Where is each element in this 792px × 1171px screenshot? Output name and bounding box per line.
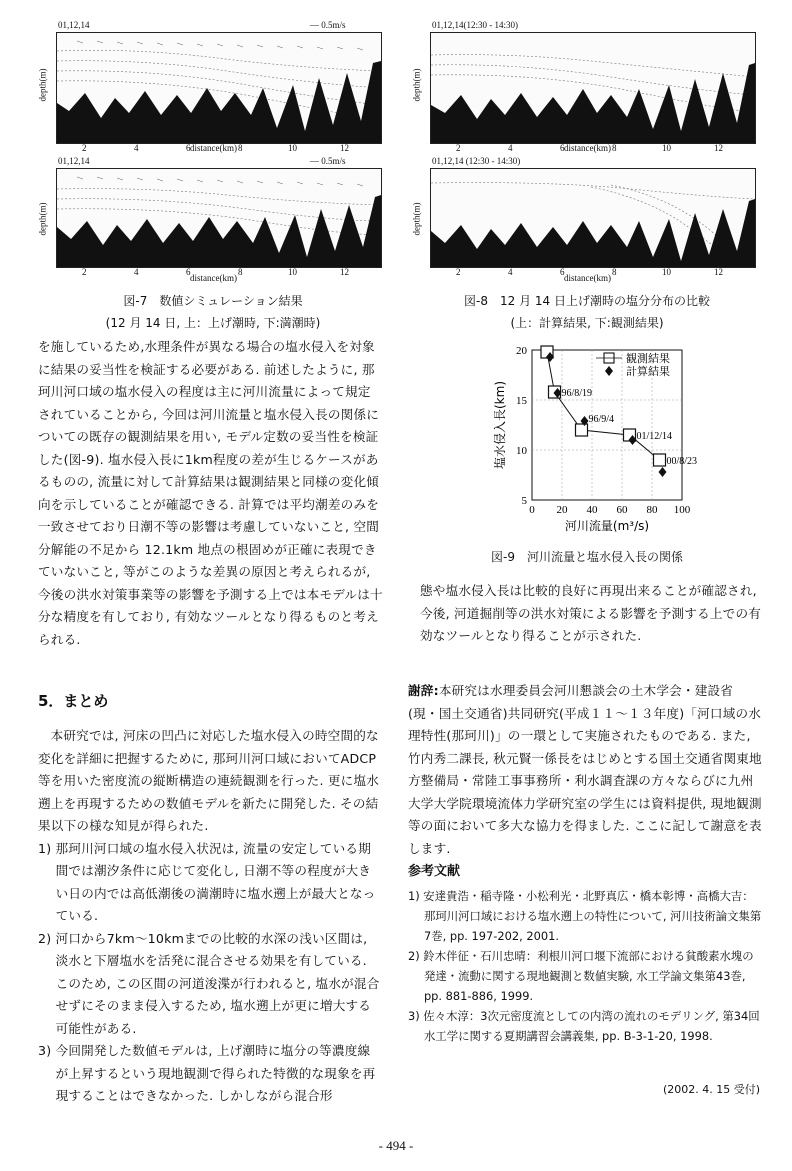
left-para-1-text: を施しているため,水理条件が異なる場合の塩水侵入を対象に結果の妥当性を検証する必要がある. 前述したように, 那珂川河口域の塩水侵入の程度は主に河川流量によって規定されていることから, 今回は河川流量と塩水侵入長の関係についての既存の観測結果を用い, モデル定数の妥当性を検証した(図-9). 塩水侵入長に1km程度の差が生じるケースがあるものの, 流量に対して計算結果は観測結果と同様の変化傾向を示していることが確認できる. 計算では平均潮差のみを一致させており日潮不等の影響は考慮していないこと, 空間分解能の不足から 12.1km 地点の根固めが正確に表現できていないこと, 等がこのような差異の原因と考えられるが, 今後の洪水対策事業等の影響を予測する上では本モデルは十分な精度を有しており, 有効なツールとなり得るものと考えられる.	[38, 339, 383, 647]
ref-3: 3) 佐々木淳：3次元密度流としての内湾の流れのモデリング, 第34回水工学に関する夏期講習会講義集, pp. B-3-1-20, 1998.	[408, 1009, 760, 1043]
x-tick-label: 20	[556, 504, 568, 516]
x-tick-label: 100	[673, 504, 691, 516]
fig8-top-ylabel: depth(m)	[411, 68, 422, 102]
fig8-top-plot	[412, 20, 762, 155]
xtick: 2	[456, 143, 461, 153]
y-tick-label: 15	[516, 395, 527, 407]
xtick: 4	[134, 143, 139, 153]
fig8-bottom-plot	[411, 156, 762, 285]
point-label: 01/12/14	[636, 431, 673, 442]
y-tick-label: 20	[516, 345, 527, 357]
xtick: 10	[288, 143, 297, 153]
y-tick-label: 5	[521, 495, 527, 507]
left-para-2	[38, 725, 383, 1108]
legend-computed-marker	[605, 366, 613, 376]
ref-1: 1) 安達貴浩・稲寺隆・小松利光・北野真広・橋本彰博・高橋大吉：那珂川河口域における塩水遡上の特性について, 河川技術論文集第7巻, pp. 197-202, 2001.	[408, 889, 762, 943]
legend-computed-label: 計算結果	[626, 365, 670, 378]
xtick: 8	[238, 143, 243, 153]
xtick: 2	[82, 267, 87, 277]
x-axis-label: 河川流量(m³/s)	[564, 519, 650, 533]
fig8-caption-title: 図-8 12 月 14 日上げ潮時の塩分分布の比較	[464, 294, 710, 308]
fig7-top-canvas	[56, 32, 382, 144]
xtick: 8	[612, 143, 617, 153]
xtick: 2	[456, 267, 461, 277]
page-number: - 494 -	[378, 1138, 414, 1153]
fig9-chart	[470, 340, 710, 540]
xtick: 10	[662, 267, 671, 277]
fig8-bottom-ylabel: depth(m)	[411, 202, 422, 236]
point-label: 00/8/23	[666, 456, 698, 467]
xtick: 6	[186, 143, 191, 153]
point-label: 96/8/19	[561, 388, 593, 399]
legend-observed-label: 観測結果	[626, 352, 670, 365]
fig8-bottom-xlabel: distance(km)	[564, 273, 611, 283]
xtick: 12	[714, 143, 723, 153]
xtick: 2	[82, 143, 87, 153]
computed-point	[659, 467, 667, 477]
fig7-top-scale: — 0.5m/s	[310, 20, 346, 30]
acknowledgement	[408, 680, 762, 860]
fig9-caption: 図-9 河川流量と塩水侵入長の関係	[491, 550, 683, 564]
ack-body: 本研究は水理委員会河川懇談会の土木学会・建設省(現・国土交通省)共同研究(平成１１～１３年度)「河口域の水理特性(那珂川)」の一環として実施されたものである. また, 竹内秀二課長, 秋元賢一係長をはじめとする国土交通省関東地方整備局・常陸工事事務所・利水調査課の方々ならびに九州大学大学院環境流体力学研究室の学生には資料提供, 現地観測等の面において多大な協力を得ました. ここに記して謝意を表します.	[408, 683, 762, 856]
left-para-1	[38, 336, 383, 651]
fig8-top-xlabel: distance(km)	[564, 143, 611, 153]
xtick: 6	[560, 143, 565, 153]
fig8-top-date: 01,12,14(12:30 - 14:30)	[432, 20, 518, 30]
received-date: (2002. 4. 15 受付)	[662, 1083, 760, 1096]
fig7-bottom-date: 01,12,14	[58, 156, 90, 166]
xtick: 10	[662, 143, 671, 153]
fig7-top-date: 01,12,14	[58, 20, 90, 30]
fig7-top-plot	[38, 20, 388, 155]
y-axis-label: 塩水侵入長(km)	[493, 380, 507, 470]
x-tick-label: 40	[586, 504, 598, 516]
xtick: 8	[238, 267, 243, 277]
fig8-bottom-date: 01,12,14 (12:30 - 14:30)	[432, 156, 521, 166]
xtick: 6	[560, 267, 565, 277]
fig7-caption-sub: (12 月 14 日, 上：上げ潮時, 下:満潮時)	[105, 316, 321, 330]
xtick: 12	[340, 143, 349, 153]
xtick: 4	[508, 267, 513, 277]
ref-2: 2) 鈴木伴征・石川忠晴：利根川河口堰下流部における貧酸素水塊の発達・流動に関する現地観測と数値実験, 水工学論文集第43巻, pp. 881-886, 1999.	[408, 949, 754, 1003]
fig8-caption-sub: (上：計算結果, 下:観測結果)	[510, 316, 664, 330]
fig7-bottom-scale: — 0.5m/s	[310, 156, 346, 166]
finding-2: 2) 河口から7km～10kmまでの比較的水深の浅い区間は, 淡水と下層塩水を活発に混合させる効果を有している. このため, この区間の河道浚渫が行われると, 塩水が混合せずにそのまま侵入するため, 塩水遡上が更に増大する可能性がある.	[38, 930, 380, 1036]
fig8-top-canvas	[430, 32, 756, 144]
xtick: 4	[508, 143, 513, 153]
fig7-top-xlabel: distance(km)	[190, 143, 237, 153]
right-para-1-text: 態や塩水侵入長は比較的良好に再現出来ることが確認され, 今後, 河道掘削等の洪水対策による影響を予測する上での有効なツールとなり得ることが示された.	[420, 583, 762, 643]
right-para-1	[420, 580, 762, 648]
fig8-bottom-canvas	[430, 168, 756, 268]
fig7-bottom-xlabel: distance(km)	[190, 273, 237, 283]
refs-list	[408, 886, 762, 1046]
point-label: 96/9/4	[588, 414, 615, 425]
xtick: 10	[288, 267, 297, 277]
xtick: 12	[340, 267, 349, 277]
x-tick-label: 60	[616, 504, 628, 516]
finding-1: 1) 那珂川河口域の塩水侵入状況は, 流量の安定している期間では潮汐条件に応じて変化し, 日潮不等の程度が大きい日の内では高低潮後の満潮時に塩水遡上が最大となっている.	[38, 840, 376, 923]
y-tick-label: 10	[516, 445, 527, 457]
fig7-bottom-canvas	[56, 168, 382, 268]
refs-heading: 参考文献	[408, 864, 461, 879]
finding-3: 3) 今回開発した数値モデルは, 上げ潮時に塩分の等濃度線が上昇するという現地観測で得られた特徴的な現象を再現することはできなかった. しかしながら混合形	[38, 1043, 376, 1103]
observed-point	[576, 424, 588, 436]
observed-point	[654, 454, 666, 466]
xtick: 12	[714, 267, 723, 277]
xtick: 4	[134, 267, 139, 277]
xtick: 8	[612, 267, 617, 277]
fig7-bottom-plot	[37, 156, 388, 285]
section-heading-5: 5．まとめ	[38, 692, 109, 710]
xtick: 6	[186, 267, 191, 277]
fig9-svg	[470, 340, 710, 540]
fig7-bottom-ylabel: depth(m)	[37, 202, 48, 236]
ack-label: 謝辞:	[408, 683, 439, 698]
x-tick-label: 0	[529, 504, 535, 516]
fig7-caption-title: 図-7 数値シミュレーション結果	[123, 294, 303, 308]
x-tick-label: 80	[646, 504, 658, 516]
fig7-top-ylabel: depth(m)	[37, 68, 48, 102]
left-para-2-text: 本研究では, 河床の凹凸に対応した塩水侵入の時空間的な変化を詳細に把握するために, 那珂川河口域においてADCP等を用いた密度流の縦断構造の連続観測を行った. 更に塩水遡上を再現するための数値モデルを新たに開発した. その結果以下の様な知見が得られた.	[38, 728, 380, 833]
